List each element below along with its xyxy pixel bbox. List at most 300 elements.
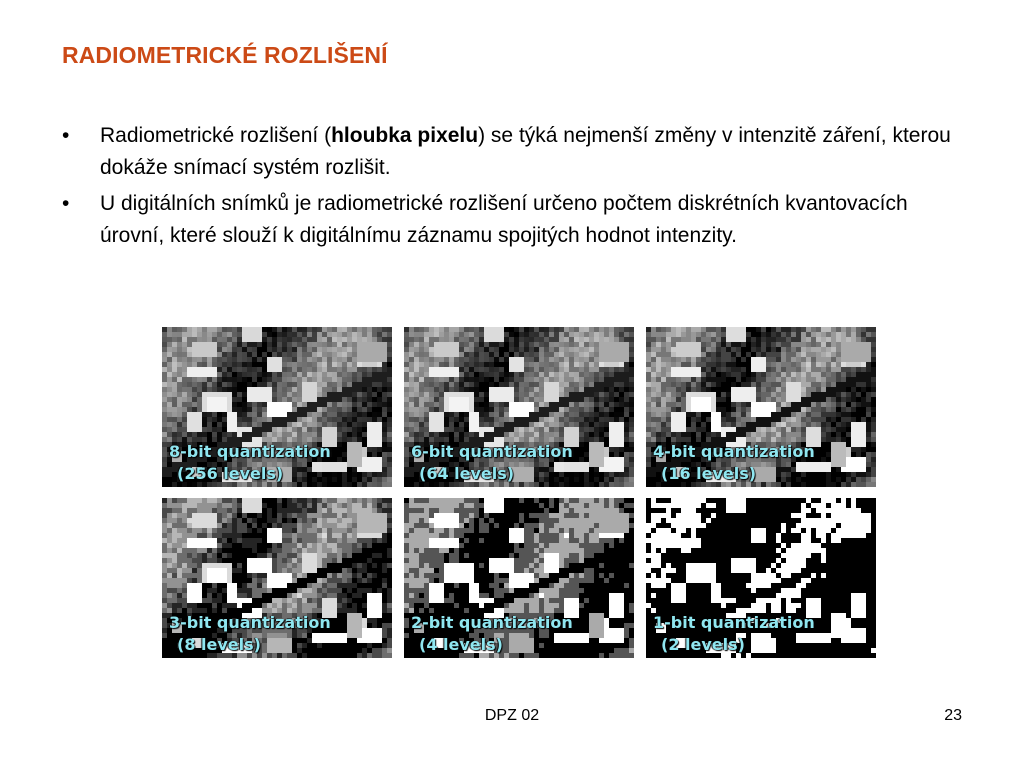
image-pixel: [866, 422, 871, 427]
image-pixel: [409, 362, 414, 367]
image-pixel: [574, 457, 579, 462]
image-pixel: [332, 498, 337, 503]
image-pixel: [434, 387, 439, 392]
image-pixel: [806, 377, 811, 382]
image-pixel: [367, 467, 372, 472]
image-pixel: [197, 553, 202, 558]
image-pixel: [776, 382, 781, 387]
image-pixel: [554, 372, 559, 377]
image-pixel: [257, 523, 262, 528]
image-pixel: [791, 402, 796, 407]
image-pixel: [519, 432, 524, 437]
image-pixel: [846, 437, 851, 442]
image-pixel: [322, 362, 327, 367]
image-pixel: [287, 337, 292, 342]
image-pixel: [619, 422, 624, 427]
image-pixel: [297, 498, 302, 503]
image-pixel: [851, 462, 856, 467]
image-pixel: [731, 372, 736, 377]
image-pixel: [434, 407, 439, 412]
image-pixel: [624, 447, 629, 452]
image-pixel: [866, 457, 871, 462]
image-pixel: [499, 342, 504, 347]
image-pixel: [212, 337, 217, 342]
image-pixel: [746, 417, 751, 422]
image-pixel: [781, 432, 786, 437]
image-pixel: [681, 422, 686, 427]
image-pixel: [791, 407, 796, 412]
image-pixel: [262, 342, 267, 347]
image-pixel: [227, 427, 232, 432]
image-pixel: [242, 538, 247, 543]
image-pixel: [741, 372, 746, 377]
image-pixel: [317, 417, 322, 422]
image-pixel: [791, 352, 796, 357]
image-pixel: [619, 367, 624, 372]
image-pixel: [726, 427, 731, 432]
image-pixel: [584, 447, 589, 452]
image-pixel: [212, 412, 217, 417]
image-pixel: [676, 362, 681, 367]
image-pixel: [387, 472, 392, 477]
image-pixel: [197, 397, 202, 402]
image-pixel: [479, 377, 484, 382]
image-pixel: [609, 482, 614, 487]
image-pixel: [172, 518, 177, 523]
image-pixel: [676, 392, 681, 397]
image-pixel: [162, 442, 167, 447]
image-pixel: [619, 432, 624, 437]
image-pixel: [459, 372, 464, 377]
image-pixel: [579, 332, 584, 337]
image-pixel: [771, 422, 776, 427]
image-pixel: [711, 327, 716, 332]
image-pixel: [377, 377, 382, 382]
image-pixel: [624, 367, 629, 372]
image-pixel: [484, 342, 489, 347]
image-pixel: [247, 377, 252, 382]
image-pixel: [267, 508, 272, 513]
image-pixel: [202, 342, 207, 347]
image-pixel: [302, 422, 307, 427]
image-pixel: [187, 498, 192, 503]
image-pixel: [791, 417, 796, 422]
image-pixel: [372, 467, 377, 472]
image-pixel: [247, 332, 252, 337]
image-pixel: [377, 498, 382, 503]
image-pixel: [846, 462, 851, 467]
image-pixel: [831, 352, 836, 357]
image-pixel: [711, 377, 716, 382]
image-pixel: [696, 417, 701, 422]
image-pixel: [362, 412, 367, 417]
image-pixel: [716, 347, 721, 352]
image-pixel: [217, 528, 222, 533]
image-pixel: [484, 352, 489, 357]
image-pixel: [372, 553, 377, 558]
image-pixel: [337, 357, 342, 362]
image-pixel: [746, 327, 751, 332]
image-pixel: [222, 513, 227, 518]
image-pixel: [387, 397, 392, 402]
image-pixel: [252, 327, 257, 332]
image-pixel: [666, 372, 671, 377]
image-pixel: [856, 457, 861, 462]
image-pixel: [387, 412, 392, 417]
image-pixel: [856, 362, 861, 367]
image-pixel: [404, 477, 409, 482]
image-pixel: [661, 352, 666, 357]
image-pixel: [302, 412, 307, 417]
image-pixel: [332, 442, 337, 447]
image-pixel: [267, 498, 272, 503]
image-pixel: [584, 452, 589, 457]
image-pixel: [227, 528, 232, 533]
image-pixel: [217, 548, 222, 553]
image-pixel: [479, 392, 484, 397]
image-pixel: [469, 382, 474, 387]
image-pixel: [609, 412, 614, 417]
image-pixel: [614, 422, 619, 427]
image-pixel: [781, 347, 786, 352]
image-pixel: [711, 422, 716, 427]
image-pixel: [409, 427, 414, 432]
image-pixel: [604, 482, 609, 487]
image-pixel: [312, 327, 317, 332]
image-pixel: [237, 377, 242, 382]
image-pixel: [207, 362, 212, 367]
image-pixel: [387, 528, 392, 533]
image-pixel: [796, 332, 801, 337]
image-pixel: [731, 392, 736, 397]
image-pixel: [751, 352, 756, 357]
image-pixel: [454, 422, 459, 427]
image-pixel: [651, 337, 656, 342]
image-pixel: [721, 402, 726, 407]
image-pixel: [277, 367, 282, 372]
image-pixel: [197, 518, 202, 523]
image-pixel: [464, 387, 469, 392]
image-pixel: [357, 518, 362, 523]
image-pixel: [716, 387, 721, 392]
image-pixel: [776, 407, 781, 412]
image-pixel: [776, 357, 781, 362]
image-pixel: [544, 362, 549, 367]
image-pixel: [731, 402, 736, 407]
image-pixel: [312, 427, 317, 432]
image-pixel: [721, 342, 726, 347]
image-pixel: [826, 362, 831, 367]
image-pixel: [599, 472, 604, 477]
image-pixel: [292, 377, 297, 382]
image-pixel: [177, 367, 182, 372]
image-pixel: [646, 432, 651, 437]
image-pixel: [609, 442, 614, 447]
image-pixel: [404, 392, 409, 397]
image-pixel: [826, 397, 831, 402]
image-pixel: [761, 347, 766, 352]
image-pixel: [766, 332, 771, 337]
image-pixel: [816, 477, 821, 482]
image-pixel: [337, 362, 342, 367]
image-pixel: [609, 417, 614, 422]
image-pixel: [549, 387, 554, 392]
image-pixel: [352, 543, 357, 548]
image-pixel: [589, 372, 594, 377]
image-pixel: [347, 472, 352, 477]
image-pixel: [599, 382, 604, 387]
image-pixel: [796, 412, 801, 417]
image-pixel: [484, 417, 489, 422]
image-pixel: [362, 342, 367, 347]
image-pixel: [519, 347, 524, 352]
image-pixel: [831, 412, 836, 417]
image-pixel: [574, 377, 579, 382]
image-pixel: [347, 538, 352, 543]
image-pixel: [796, 382, 801, 387]
image-pixel: [444, 382, 449, 387]
image-pixel: [232, 397, 237, 402]
image-pixel: [404, 342, 409, 347]
image-pixel: [671, 362, 676, 367]
image-pixel: [434, 392, 439, 397]
image-pixel: [352, 452, 357, 457]
image-pixel: [841, 482, 846, 487]
image-pixel: [474, 342, 479, 347]
image-pixel: [609, 467, 614, 472]
image-pixel: [721, 382, 726, 387]
image-pixel: [439, 412, 444, 417]
image-pixel: [846, 382, 851, 387]
image-pixel: [514, 342, 519, 347]
caption-title: 4-bit quantization: [653, 442, 815, 461]
image-pixel: [841, 467, 846, 472]
image-pixel: [871, 402, 876, 407]
image-pixel: [362, 392, 367, 397]
image-pixel: [302, 417, 307, 422]
image-pixel: [801, 377, 806, 382]
image-pixel: [584, 422, 589, 427]
image-pixel: [347, 462, 352, 467]
image-pixel: [187, 347, 192, 352]
image-pixel: [771, 367, 776, 372]
image-pixel: [262, 432, 267, 437]
image-pixel: [182, 548, 187, 553]
image-pixel: [696, 367, 701, 372]
image-pixel: [736, 427, 741, 432]
image-pixel: [594, 412, 599, 417]
image-pixel: [352, 397, 357, 402]
image-pixel: [192, 342, 197, 347]
image-pixel: [464, 342, 469, 347]
image-pixel: [357, 548, 362, 553]
image-pixel: [781, 337, 786, 342]
image-pixel: [731, 347, 736, 352]
image-pixel: [791, 422, 796, 427]
image-pixel: [322, 392, 327, 397]
image-pixel: [831, 427, 836, 432]
image-pixel: [307, 337, 312, 342]
image-pixel: [347, 523, 352, 528]
image-pixel: [302, 352, 307, 357]
image-pixel: [172, 347, 177, 352]
image-pixel: [419, 427, 424, 432]
image-pixel: [544, 352, 549, 357]
image-pixel: [212, 538, 217, 543]
image-pixel: [589, 472, 594, 477]
image-pixel: [237, 533, 242, 538]
image-pixel: [716, 397, 721, 402]
image-pixel: [721, 357, 726, 362]
image-pixel: [162, 382, 167, 387]
image-pixel: [292, 528, 297, 533]
image-pixel: [751, 337, 756, 342]
image-pixel: [177, 362, 182, 367]
image-pixel: [599, 387, 604, 392]
image-pixel: [871, 417, 876, 422]
image-pixel: [504, 427, 509, 432]
image-pixel: [806, 372, 811, 377]
image-pixel: [424, 397, 429, 402]
image-pixel: [277, 553, 282, 558]
image-pixel: [731, 332, 736, 337]
image-pixel: [404, 332, 409, 337]
image-pixel: [237, 407, 242, 412]
image-pixel: [429, 342, 434, 347]
image-pixel: [317, 347, 322, 352]
image-pixel: [242, 382, 247, 387]
image-pixel: [272, 402, 277, 407]
image-pixel: [212, 503, 217, 508]
image-pixel: [836, 442, 841, 447]
image-pixel: [192, 392, 197, 397]
image-pixel: [182, 523, 187, 528]
image-pixel: [761, 362, 766, 367]
image-pixel: [177, 427, 182, 432]
image-pixel: [624, 482, 629, 487]
image-pixel: [781, 417, 786, 422]
image-pixel: [332, 382, 337, 387]
image-pixel: [302, 508, 307, 513]
image-pixel: [594, 392, 599, 397]
image-pixel: [267, 362, 272, 367]
image-pixel: [387, 382, 392, 387]
image-pixel: [831, 357, 836, 362]
image-pixel: [696, 347, 701, 352]
image-pixel: [362, 538, 367, 543]
image-pixel: [302, 432, 307, 437]
image-pixel: [332, 477, 337, 482]
image-pixel: [701, 407, 706, 412]
image-pixel: [629, 397, 634, 402]
image-pixel: [312, 548, 317, 553]
image-pixel: [342, 538, 347, 543]
image-pixel: [247, 412, 252, 417]
image-pixel: [841, 412, 846, 417]
image-pixel: [267, 553, 272, 558]
image-pixel: [429, 332, 434, 337]
image-pixel: [851, 477, 856, 482]
image-pixel: [429, 367, 434, 372]
image-pixel: [444, 367, 449, 372]
image-pixel: [589, 407, 594, 412]
image-pixel: [716, 402, 721, 407]
image-pixel: [377, 422, 382, 427]
image-pixel: [681, 392, 686, 397]
image-pixel: [332, 422, 337, 427]
image-pixel: [609, 477, 614, 482]
image-pixel: [217, 337, 222, 342]
image-pixel: [619, 407, 624, 412]
image-pixel: [871, 422, 876, 427]
image-pixel: [387, 462, 392, 467]
image-pixel: [302, 427, 307, 432]
image-pixel: [671, 402, 676, 407]
image-pixel: [312, 387, 317, 392]
image-pixel: [676, 417, 681, 422]
image-pixel: [584, 372, 589, 377]
image-pixel: [726, 382, 731, 387]
image-pixel: [192, 412, 197, 417]
image-pixel: [272, 503, 277, 508]
image-pixel: [871, 452, 876, 457]
image-pixel: [197, 543, 202, 548]
image-pixel: [489, 412, 494, 417]
image-pixel: [841, 367, 846, 372]
image-pixel: [756, 407, 761, 412]
image-pixel: [519, 417, 524, 422]
image-pixel: [347, 347, 352, 352]
image-pixel: [227, 382, 232, 387]
image-pixel: [382, 407, 387, 412]
image-pixel: [262, 523, 267, 528]
image-pixel: [624, 457, 629, 462]
image-pixel: [741, 412, 746, 417]
image-pixel: [509, 347, 514, 352]
image-pixel: [337, 538, 342, 543]
image-pixel: [167, 327, 172, 332]
image-pixel: [262, 327, 267, 332]
image-pixel: [504, 332, 509, 337]
image-pixel: [227, 538, 232, 543]
image-pixel: [372, 447, 377, 452]
image-pixel: [846, 377, 851, 382]
image-pixel: [656, 407, 661, 412]
image-pixel: [337, 528, 342, 533]
image-pixel: [387, 442, 392, 447]
image-pixel: [604, 402, 609, 407]
image-pixel: [846, 477, 851, 482]
image-pixel: [262, 498, 267, 503]
image-pixel: [387, 452, 392, 457]
image-pixel: [524, 422, 529, 427]
image-pixel: [262, 392, 267, 397]
image-pixel: [594, 472, 599, 477]
image-pixel: [856, 422, 861, 427]
image-pixel: [564, 417, 569, 422]
image-pixel: [262, 412, 267, 417]
image-pixel: [347, 377, 352, 382]
image-pixel: [766, 352, 771, 357]
image-pixel: [222, 528, 227, 533]
image-pixel: [172, 327, 177, 332]
image-pixel: [781, 327, 786, 332]
image-pixel: [624, 332, 629, 337]
image-pixel: [207, 417, 212, 422]
image-pixel: [489, 337, 494, 342]
image-pixel: [549, 332, 554, 337]
image-pixel: [332, 548, 337, 553]
